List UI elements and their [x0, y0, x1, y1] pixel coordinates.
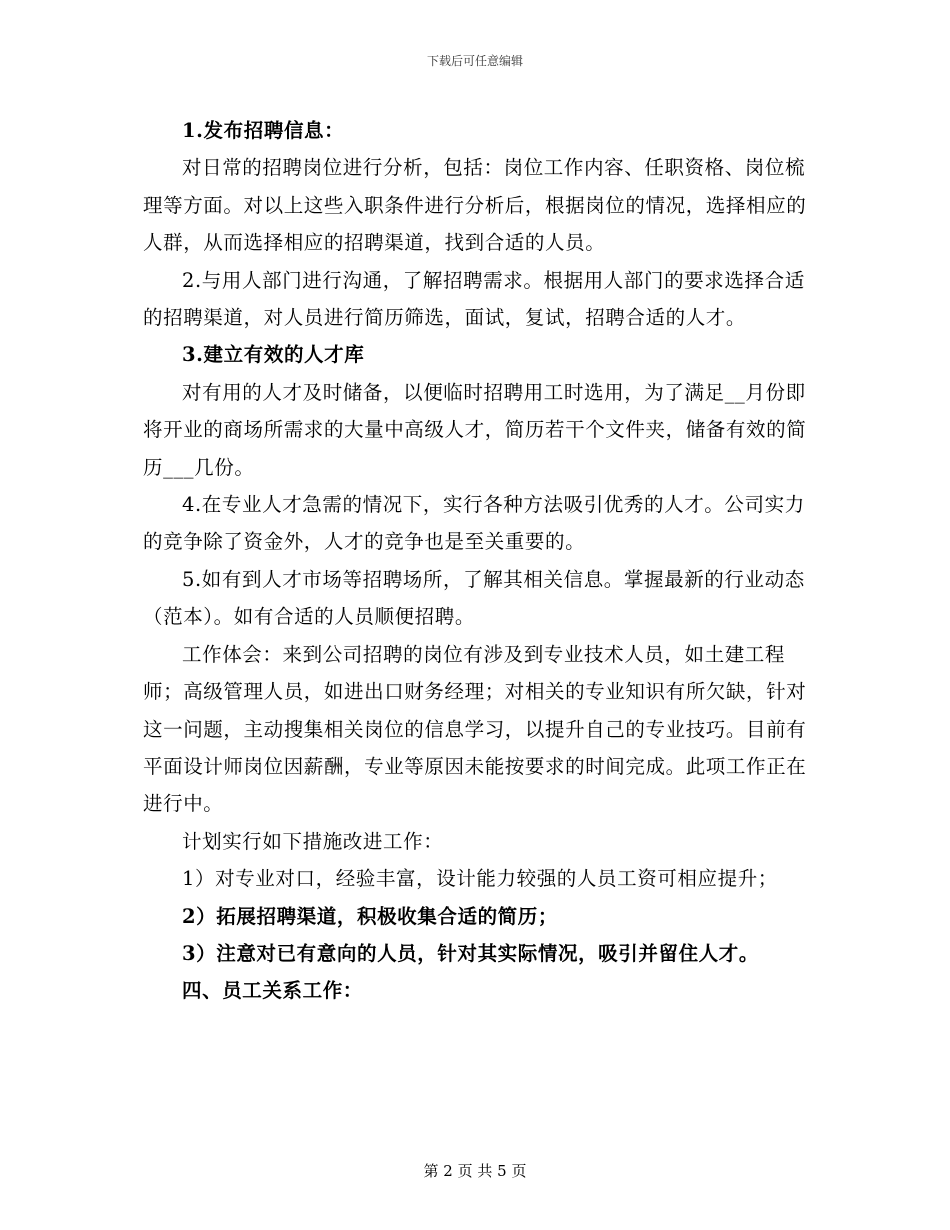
page-number: 第 2 页 共 5 页: [423, 1162, 527, 1180]
paragraph-talent-reserve: 对有用的人才及时储备，以便临时招聘用工时选用，为了满足__月份即将开业的商场所需求的大量中高级人才，简历若干个文件夹，储备有效的简历___几份。: [143, 380, 807, 479]
list-item-retain-talent: 3）注意对已有意向的人员，针对其实际情况，吸引并留住人才。: [182, 941, 759, 965]
list-item-salary: 1）对专业对口，经验丰富，设计能力较强的人员工资可相应提升；: [182, 867, 778, 891]
section-heading-employee-relations: 四、员工关系工作：: [182, 979, 363, 1003]
paragraph-improvement-plan: 计划实行如下措施改进工作：: [182, 829, 444, 853]
paragraph-talent-market: 5.如有到人才市场等招聘场所，了解其相关信息。掌握最新的行业动态（范本）。如有合适的人员顺便招聘。: [143, 567, 805, 629]
document-body: [143, 112, 823, 1010]
paragraph-attract-talent: 4.在专业人才急需的情况下，实行各种方法吸引优秀的人才。公司实力的竞争除了资金外，人才的竞争也是至关重要的。: [143, 493, 805, 554]
section-heading-publish-recruitment: 1.发布招聘信息：: [182, 119, 345, 142]
paragraph-job-analysis: 对日常的招聘岗位进行分析，包括：岗位工作内容、任职资格、岗位梳理等方面。对以上这些入职条件进行分析后，根据岗位的情况，选择相应的人群，从而选择相应的招聘渠道，找到合适的人员。: [143, 156, 807, 255]
paragraph-department-communication: 2.与用人部门进行沟通，了解招聘需求。根据用人部门的要求选择合适的招聘渠道，对人员进行简历筛选，面试，复试，招聘合适的人才。: [143, 268, 805, 330]
paragraph-work-experience: 工作体会：来到公司招聘的岗位有涉及到专业技术人员，如土建工程师；高级管理人员，如进出口财务经理；对相关的专业知识有所欠缺，针对这一问题，主动搜集相关岗位的信息学习，以提升自己的专业技巧。目前有平面设计师岗位因薪酬，专业等原因未能按要求的时间完成。此项工作正在进行中。: [143, 642, 807, 816]
section-heading-talent-pool: 3.建立有效的人才库: [182, 343, 365, 367]
list-item-channels: 2）拓展招聘渠道，积极收集合适的简历；: [182, 904, 558, 928]
page-header: 下载后可任意编辑: [426, 54, 523, 68]
